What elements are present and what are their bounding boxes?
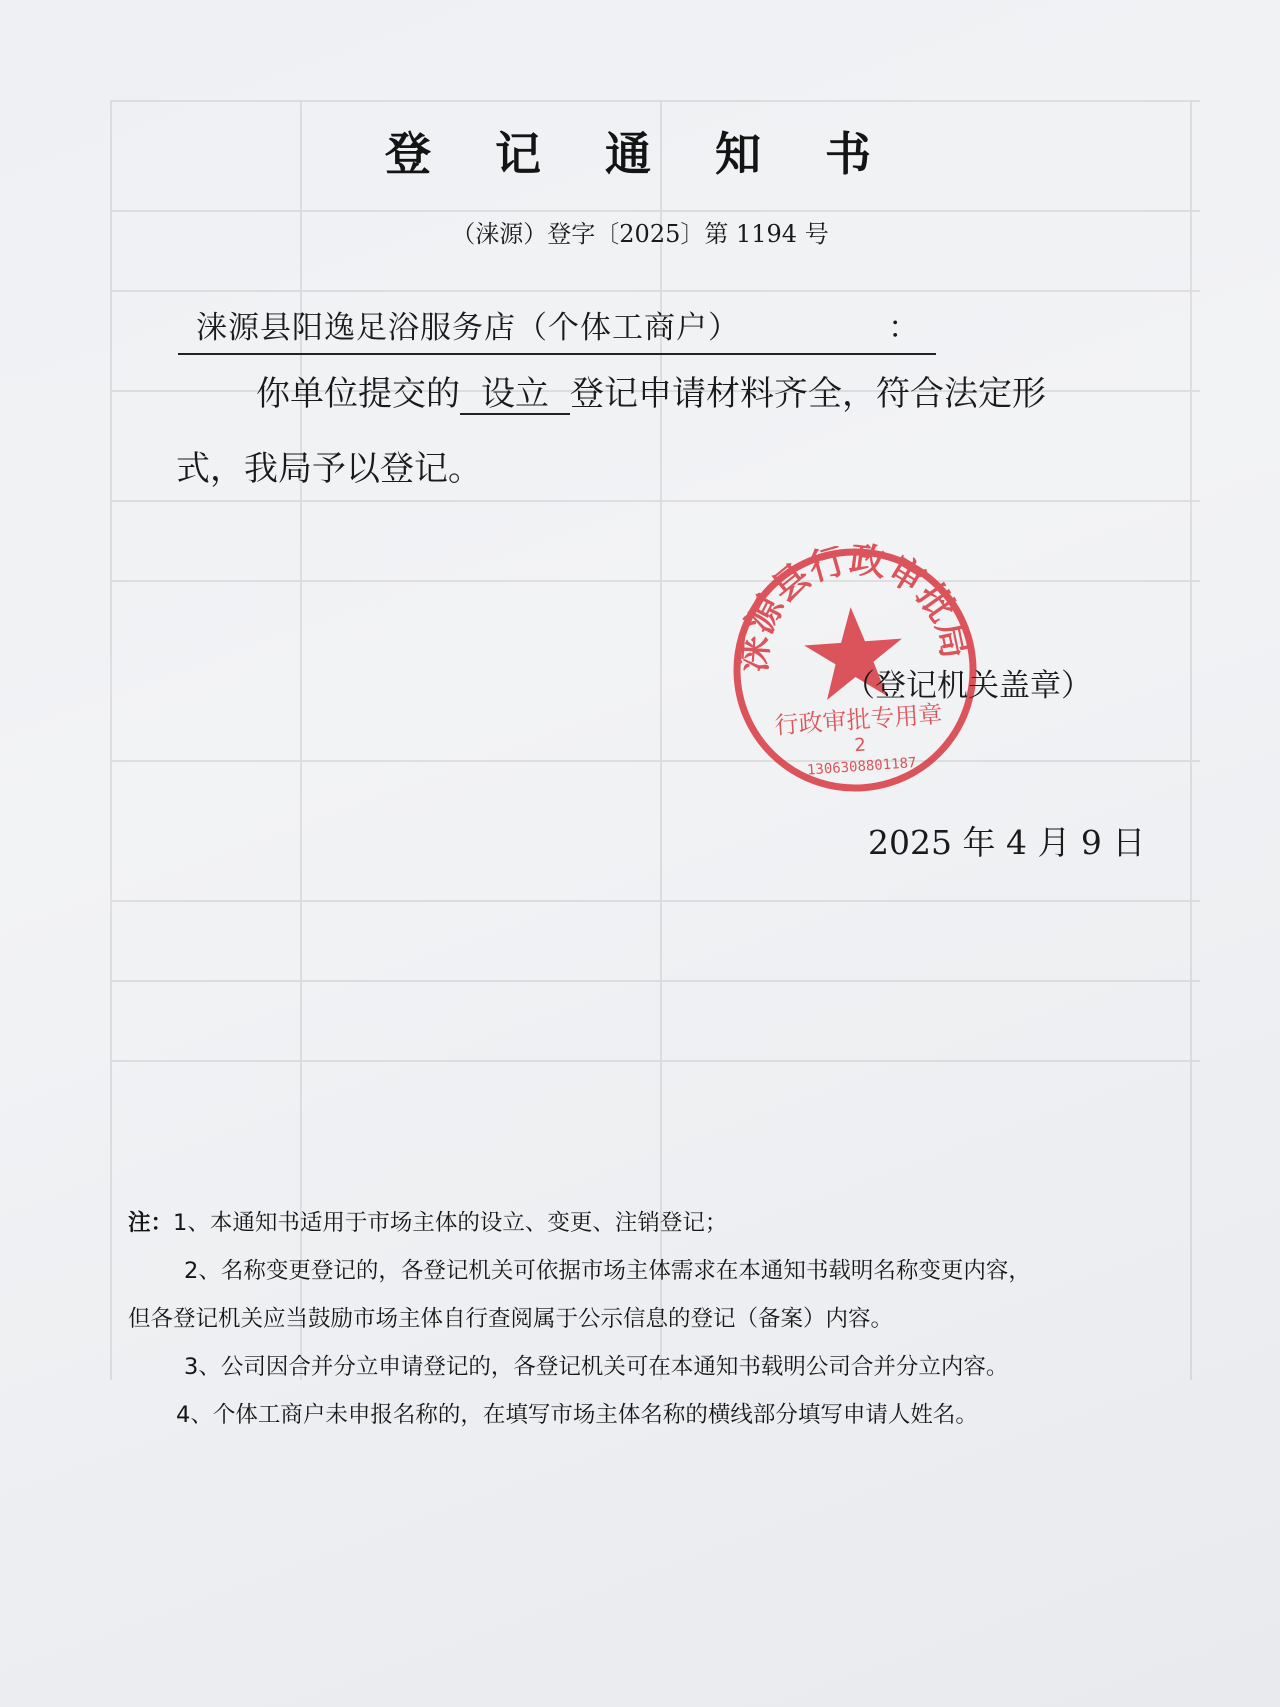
note-1: 1、本通知书适用于市场主体的设立、变更、注销登记； — [173, 1210, 728, 1236]
body-prefix: 你单位提交的 — [256, 374, 460, 414]
seal-number: 2 — [853, 734, 867, 757]
note-2: 2、名称变更登记的，各登记机关可依据市场主体需求在本通知书载明名称变更内容， — [184, 1258, 1031, 1284]
note-2-continued: 但各登记机关应当鼓励市场主体自行查阅属于公示信息的登记（备案）内容。 — [128, 1306, 894, 1332]
seal-outer-text: 涞源县行政审批局 — [732, 538, 977, 674]
note-3: 3、公司因合并分立申请登记的，各登记机关可在本通知书载明公司合并分立内容。 — [184, 1354, 1009, 1380]
addressee-name: 涞源县阳逸足浴服务店（个体工商户） — [196, 310, 740, 346]
note-4: 4、个体工商户未申报名称的，在填写市场主体名称的横线部分填写申请人姓名。 — [176, 1402, 978, 1428]
notes-heading: 注： — [128, 1210, 174, 1236]
seal-caption: （登记机关盖章） — [844, 668, 1092, 704]
issue-date: 2025 年 4 月 9 日 — [868, 823, 1146, 862]
registration-type-fill-in: 设立 — [460, 376, 570, 415]
seal-inner-text: 行政审批专用章 — [773, 700, 944, 740]
document-title: 登 记 通 知 书 — [384, 127, 896, 181]
document-number: （涞源）登字〔2025〕第 1194 号 — [451, 220, 829, 248]
body-text-line-2: 式，我局予以登记。 — [176, 449, 482, 489]
body-text-line-1 — [256, 366, 1046, 415]
seal-serial: 1306308801187 — [806, 754, 917, 779]
addressee-line — [178, 302, 936, 355]
addressee-colon: ： — [888, 310, 920, 346]
body-suffix: 登记申请材料齐全，符合法定形 — [570, 374, 1046, 414]
note-1-line — [128, 1212, 727, 1235]
